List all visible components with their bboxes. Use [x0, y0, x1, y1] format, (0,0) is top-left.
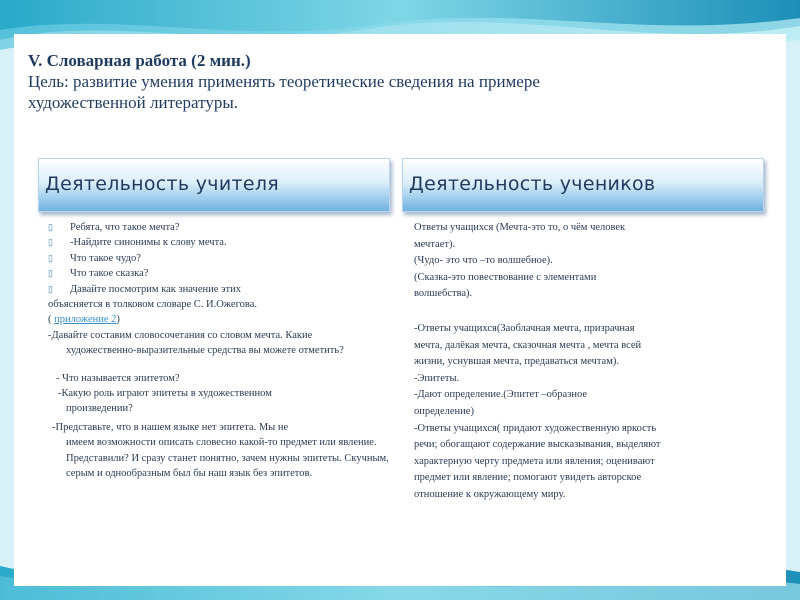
teacher-appendix-line: ( приложение 2)	[48, 314, 120, 326]
bullet-icon: ▯	[48, 252, 53, 263]
bullet-icon: ▯	[48, 222, 53, 232]
students-text-line: волшебства).	[414, 288, 473, 300]
bullet-icon: ▯	[48, 268, 53, 279]
students-activity-column	[414, 220, 764, 504]
students-activity-header	[402, 158, 764, 212]
students-text-line: (Сказка-это повествование с элементами	[414, 271, 597, 283]
students-text-line	[414, 303, 764, 321]
students-text-line: жизни, уснувшая мечта, предаваться мечтам).	[414, 356, 619, 368]
students-text-line: мечта, далёкая мечта, сказочная мечта , мечта всей	[414, 339, 642, 351]
teacher-question-epithet: - Что называется эпитетом?	[56, 372, 180, 384]
bullet-icon: ▯	[48, 283, 53, 294]
students-text-line: (Чудо- это что –то волшебное).	[414, 255, 553, 267]
teacher-bullet-item: ▯ Что такое чудо?	[48, 251, 393, 266]
teacher-bullet-item: ▯ Что такое сказка?	[48, 266, 393, 281]
students-text-line: -Ответы учащихся( придают художественную яркость	[414, 422, 657, 434]
teacher-paragraph-collocations: -Давайте составим словосочетания со словом мечта. Какие художественно-выразительные средства вы можете отметить?	[48, 329, 344, 357]
bullet-icon: ▯	[48, 237, 53, 248]
students-text-line: Ответы учащихся (Мечта-это то, о чём человек	[414, 222, 626, 233]
students-text-line: -Дают определение.(Эпитет –образное	[414, 389, 587, 401]
teacher-bullet-item: ▯ Ребята, что такое мечта?	[48, 220, 393, 235]
title-goal-continuation: художественной литературы.	[28, 93, 239, 112]
students-text-line: характерную черту предмета или явления; оценивают	[414, 455, 655, 467]
students-text-line: речи; обогащают содержание высказывания, выделяют	[414, 439, 661, 451]
slide-title	[28, 50, 768, 113]
title-goal: Цель: развитие умения применять теоретические сведения на примере	[28, 72, 540, 91]
teacher-activity-header-label: Деятельность учителя	[45, 173, 280, 195]
teacher-paragraph-imagine: -Представьте, что в нашем языке нет эпитета. Мы не имеем возможности описать словесно какой-то предмет или явление. Представили? И сразу станет понятно, зачем нужны эпитеты. Скучным, серым и однообразным был бы наш язык без эпитетов.	[52, 421, 389, 480]
students-text-line: отношение к окружающему миру.	[414, 488, 566, 500]
students-text-line: мечтает).	[414, 238, 456, 250]
appendix-link[interactable]: приложение 2	[54, 314, 117, 326]
teacher-activity-header	[38, 158, 390, 212]
students-text-line: -Ответы учащихся(Заоблачная мечта, призрачная	[414, 322, 635, 334]
teacher-question-role: -Какую роль играют эпитеты в художественном произведении?	[58, 388, 272, 415]
title-heading: V. Словарная работа (2 мин.)	[28, 51, 251, 70]
students-text-line: определение)	[414, 405, 474, 417]
teacher-bullet-item: ▯ Давайте посмотрим как значение этих	[48, 282, 393, 297]
teacher-text-line: объясняется в толковом словаре С. И.Ожегова.	[48, 299, 257, 311]
students-activity-header-label: Деятельность учеников	[409, 173, 656, 195]
students-text-line: -Эпитеты.	[414, 372, 460, 384]
teacher-bullet-item: ▯ -Найдите синонимы к слову мечта.	[48, 235, 393, 250]
students-text-line: предмет или явление; помогают увидеть авторское	[414, 472, 642, 484]
teacher-activity-column	[48, 220, 393, 482]
